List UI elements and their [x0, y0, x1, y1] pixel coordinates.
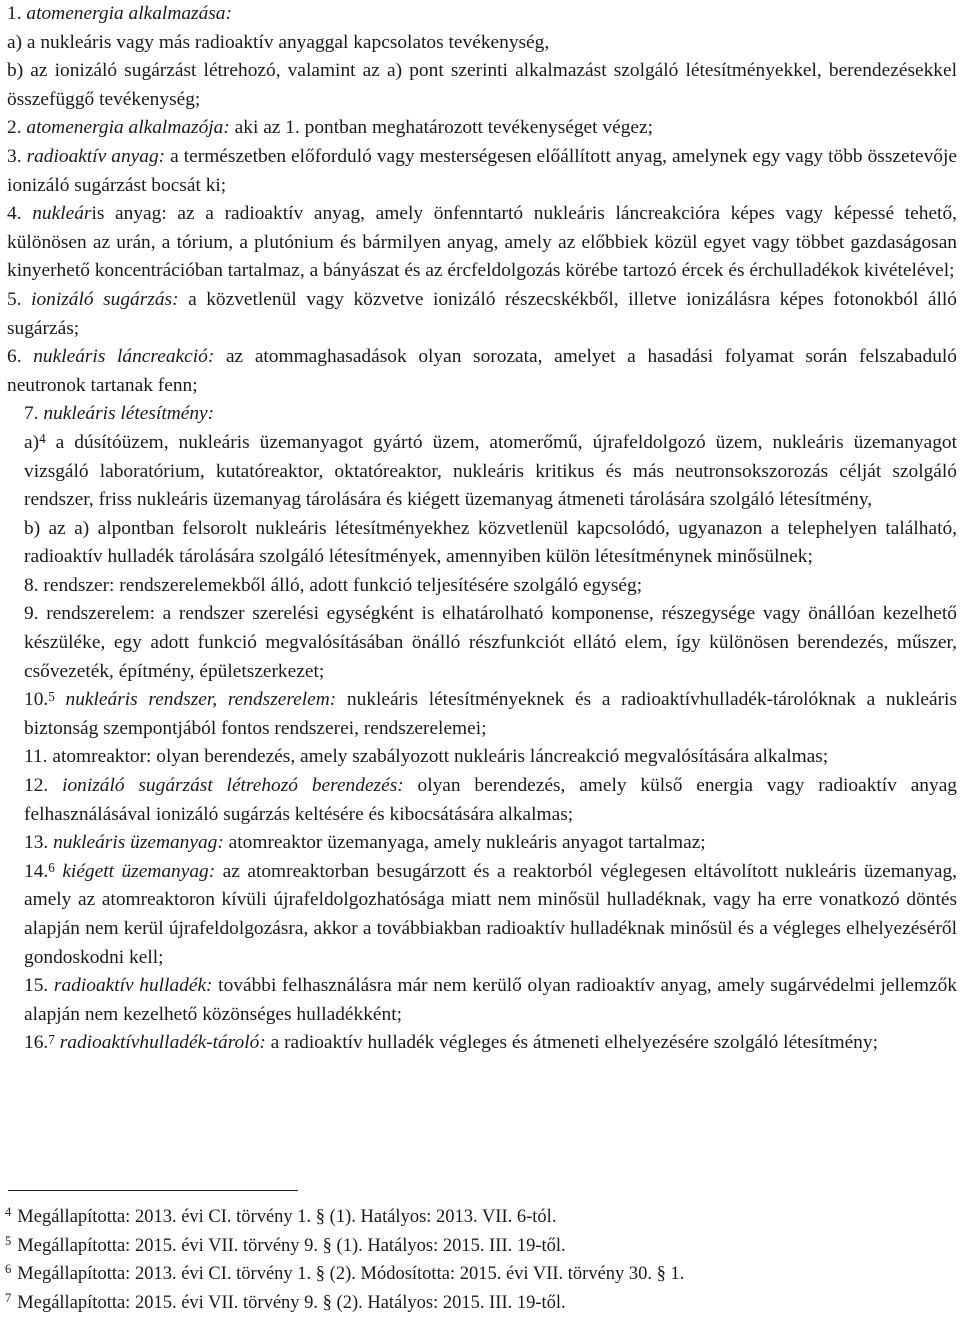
definition-8: 8. rendszer: rendszerelemekből álló, adott funkció teljesítésére szolgáló egység;: [24, 574, 643, 596]
term: radioaktív anyag:: [26, 145, 166, 167]
footnote-number: 7: [5, 1290, 12, 1305]
term: nukleáris láncreakció:: [33, 346, 215, 368]
term: atomenergia alkalmazója:: [26, 117, 230, 139]
footnote-number: 6: [5, 1262, 12, 1277]
term: nukleáris üzemanyag:: [53, 832, 224, 854]
definition-5: 5. ionizáló sugárzás: a közvetlenül vagy közvetve ionizáló részecskékből, illetve ionizálásra képes fotonokból álló sugárzás;: [7, 288, 957, 339]
term: ionizáló sugárzást létrehozó berendezés:: [62, 775, 404, 797]
term: radioaktív hulladék:: [53, 975, 213, 997]
footnote-divider: [8, 1190, 298, 1191]
definition-10: 10.$^5$ nukleáris rendszer, rendszerelem: nukleáris létesítményeknek és a radioaktívhulladék-tárolóknak a nukleáris biztonság szempontjából fontos rendszerei, rendszerelemei;: [24, 688, 957, 739]
definition-3: 3. radioaktív anyag: a természetben előforduló vagy mesterségesen előállított anyag, amelynek egy vagy több összetevője ionizáló sugárzást bocsát ki;: [7, 145, 957, 196]
footnote-ref[interactable]: 7: [48, 1031, 55, 1047]
term: nukleáris rendszer, rendszerelem:: [65, 689, 337, 711]
footnote-6: $^6$ Megállapította: 2013. évi CI. törvény 1. § (2). Módosította: 2015. évi VII. törvény 30. § 1.: [5, 1262, 685, 1284]
footnote-number: 4: [5, 1205, 12, 1220]
term: nukleár: [32, 203, 92, 225]
definition-16: 16.$^7$ radioaktívhulladék-tároló: a radioaktív hulladék végleges és átmeneti elhelyezésére szolgáló létesítmény;: [24, 1031, 878, 1054]
definition-13: 13. nukleáris üzemanyag: atomreaktor üzemanyaga, amely nukleáris anyagot tartalmaz;: [24, 832, 706, 854]
definition-12: 12. ionizáló sugárzást létrehozó berendezés: olyan berendezés, amely külső energia vagy radioaktív anyag felhasználásával ionizáló sugárzás keltésére és kibocsátására alkalmas;: [24, 775, 957, 825]
definition-1: 1. atomenergia alkalmazása:: [7, 3, 232, 24]
definition-7b: b) az a) alpontban felsorolt nukleáris létesítményekhez közvetlenül kapcsolódó, ugyanazon a telephelyen található, radioaktív hulladék tárolására szolgáló létesítmények, amennyiben külön létesítménynek minősülnek;: [24, 517, 957, 568]
definition-1a: a) a nukleáris vagy más radioaktív anyaggal kapcsolatos tevékenység,: [7, 31, 550, 53]
definition-1b: b) az ionizáló sugárzást létrehozó, valamint az a) pont szerinti alkalmazást szolgáló létesítményekkel, berendezésekkel összefüggő tevékenység;: [7, 60, 957, 110]
definition-15: 15. radioaktív hulladék: további felhasználásra már nem kerülő olyan radioaktív anyag, amely sugárvédelmi jellemzők alapján nem kezelhető közönséges hulladékként;: [24, 975, 957, 1025]
footnote-number: 5: [5, 1233, 12, 1248]
footnote-4: $^4$ Megállapította: 2013. évi CI. törvény 1. § (1). Hatályos: 2013. VII. 6-tól.: [5, 1205, 557, 1227]
definition-6: 6. nukleáris láncreakció: az atommaghasadások olyan sorozata, amelyet a hasadási folyamat során felszabaduló neutronok tartanak fenn;: [7, 346, 957, 396]
term: ionizáló sugárzás:: [31, 288, 179, 310]
definition-9: 9. rendszerelem: a rendszer szerelési egységként is elhatárolható komponense, részegysége vagy önállóan kezelhető készüléke, egy adott funkció megvalósításában önálló részfunkciót ellátó elem, így különösen berendezés, műszer, csővezeték, építmény, épületszerkezet;: [24, 603, 957, 682]
footnote-ref[interactable]: 5: [48, 688, 55, 704]
term: kiégett üzemanyag:: [62, 860, 216, 882]
definitions-list: [7, 0, 957, 1058]
footnote-ref[interactable]: 4: [39, 431, 46, 447]
definition-7a: a)$^4$ a dúsítóüzem, nukleáris üzemanyagot gyártó üzem, atomerőmű, újrafeldolgozó üzem, nukleáris üzemanyagot vizsgáló laboratórium, kutatóreaktor, oktatóreaktor, nukleáris kritikus és más neutronsokszorozás célját szolgáló rendszer, friss nukleáris üzemanyag tárolására és kiégett üzemanyag átmeneti tárolására szolgáló létesítmény,: [24, 431, 957, 511]
term: atomenergia alkalmazása:: [26, 3, 232, 24]
footnotes: [5, 1203, 955, 1317]
definition-7: 7. nukleáris létesítmény:: [24, 403, 215, 425]
term: nukleáris létesítmény:: [43, 403, 215, 425]
definition-11: 11. atomreaktor: olyan berendezés, amely szabályozott nukleáris láncreakció megvalósítására alkalmas;: [24, 746, 829, 768]
term: radioaktívhulladék-tároló:: [59, 1032, 266, 1054]
footnote-7: $^7$ Megállapította: 2015. évi VII. törvény 9. § (2). Hatályos: 2015. III. 19-től.: [5, 1290, 566, 1313]
footnote-ref[interactable]: 6: [48, 860, 55, 876]
definition-4: 4. nukleáris anyag: az a radioaktív anyag, amely önfenntartó nukleáris láncreakcióra képes vagy képessé tehető, különösen az urán, a tórium, a plutónium és bármilyen anyag, amely az előbbiek közül egyet vagy többet gazdaságosan kinyerhető koncentrációban tartalmaz, a bányászat és az ércfeldolgozás körébe tartozó ércek és érchulladékok kivételével;: [7, 203, 957, 282]
footnote-5: $^5$ Megállapította: 2015. évi VII. törvény 9. § (1). Hatályos: 2015. III. 19-től.: [5, 1233, 566, 1256]
definition-14: 14.$^6$ kiégett üzemanyag: az atomreaktorban besugárzott és a reaktorból véglegesen eltávolított nukleáris üzemanyag, amely az atomreaktoron kívüli újrafeldolgozhatósága miatt nem minősül hulladéknak, vagy ha erre vonatkozó döntés alapján nem kerül újrafeldolgozásra, akkor a továbbiakban radioaktív hulladéknak minősül és a végleges elhelyezéséről gondoskodni kell;: [24, 860, 957, 968]
definition-2: 2. atomenergia alkalmazója: aki az 1. pontban meghatározott tevékenységet végez;: [7, 117, 653, 139]
